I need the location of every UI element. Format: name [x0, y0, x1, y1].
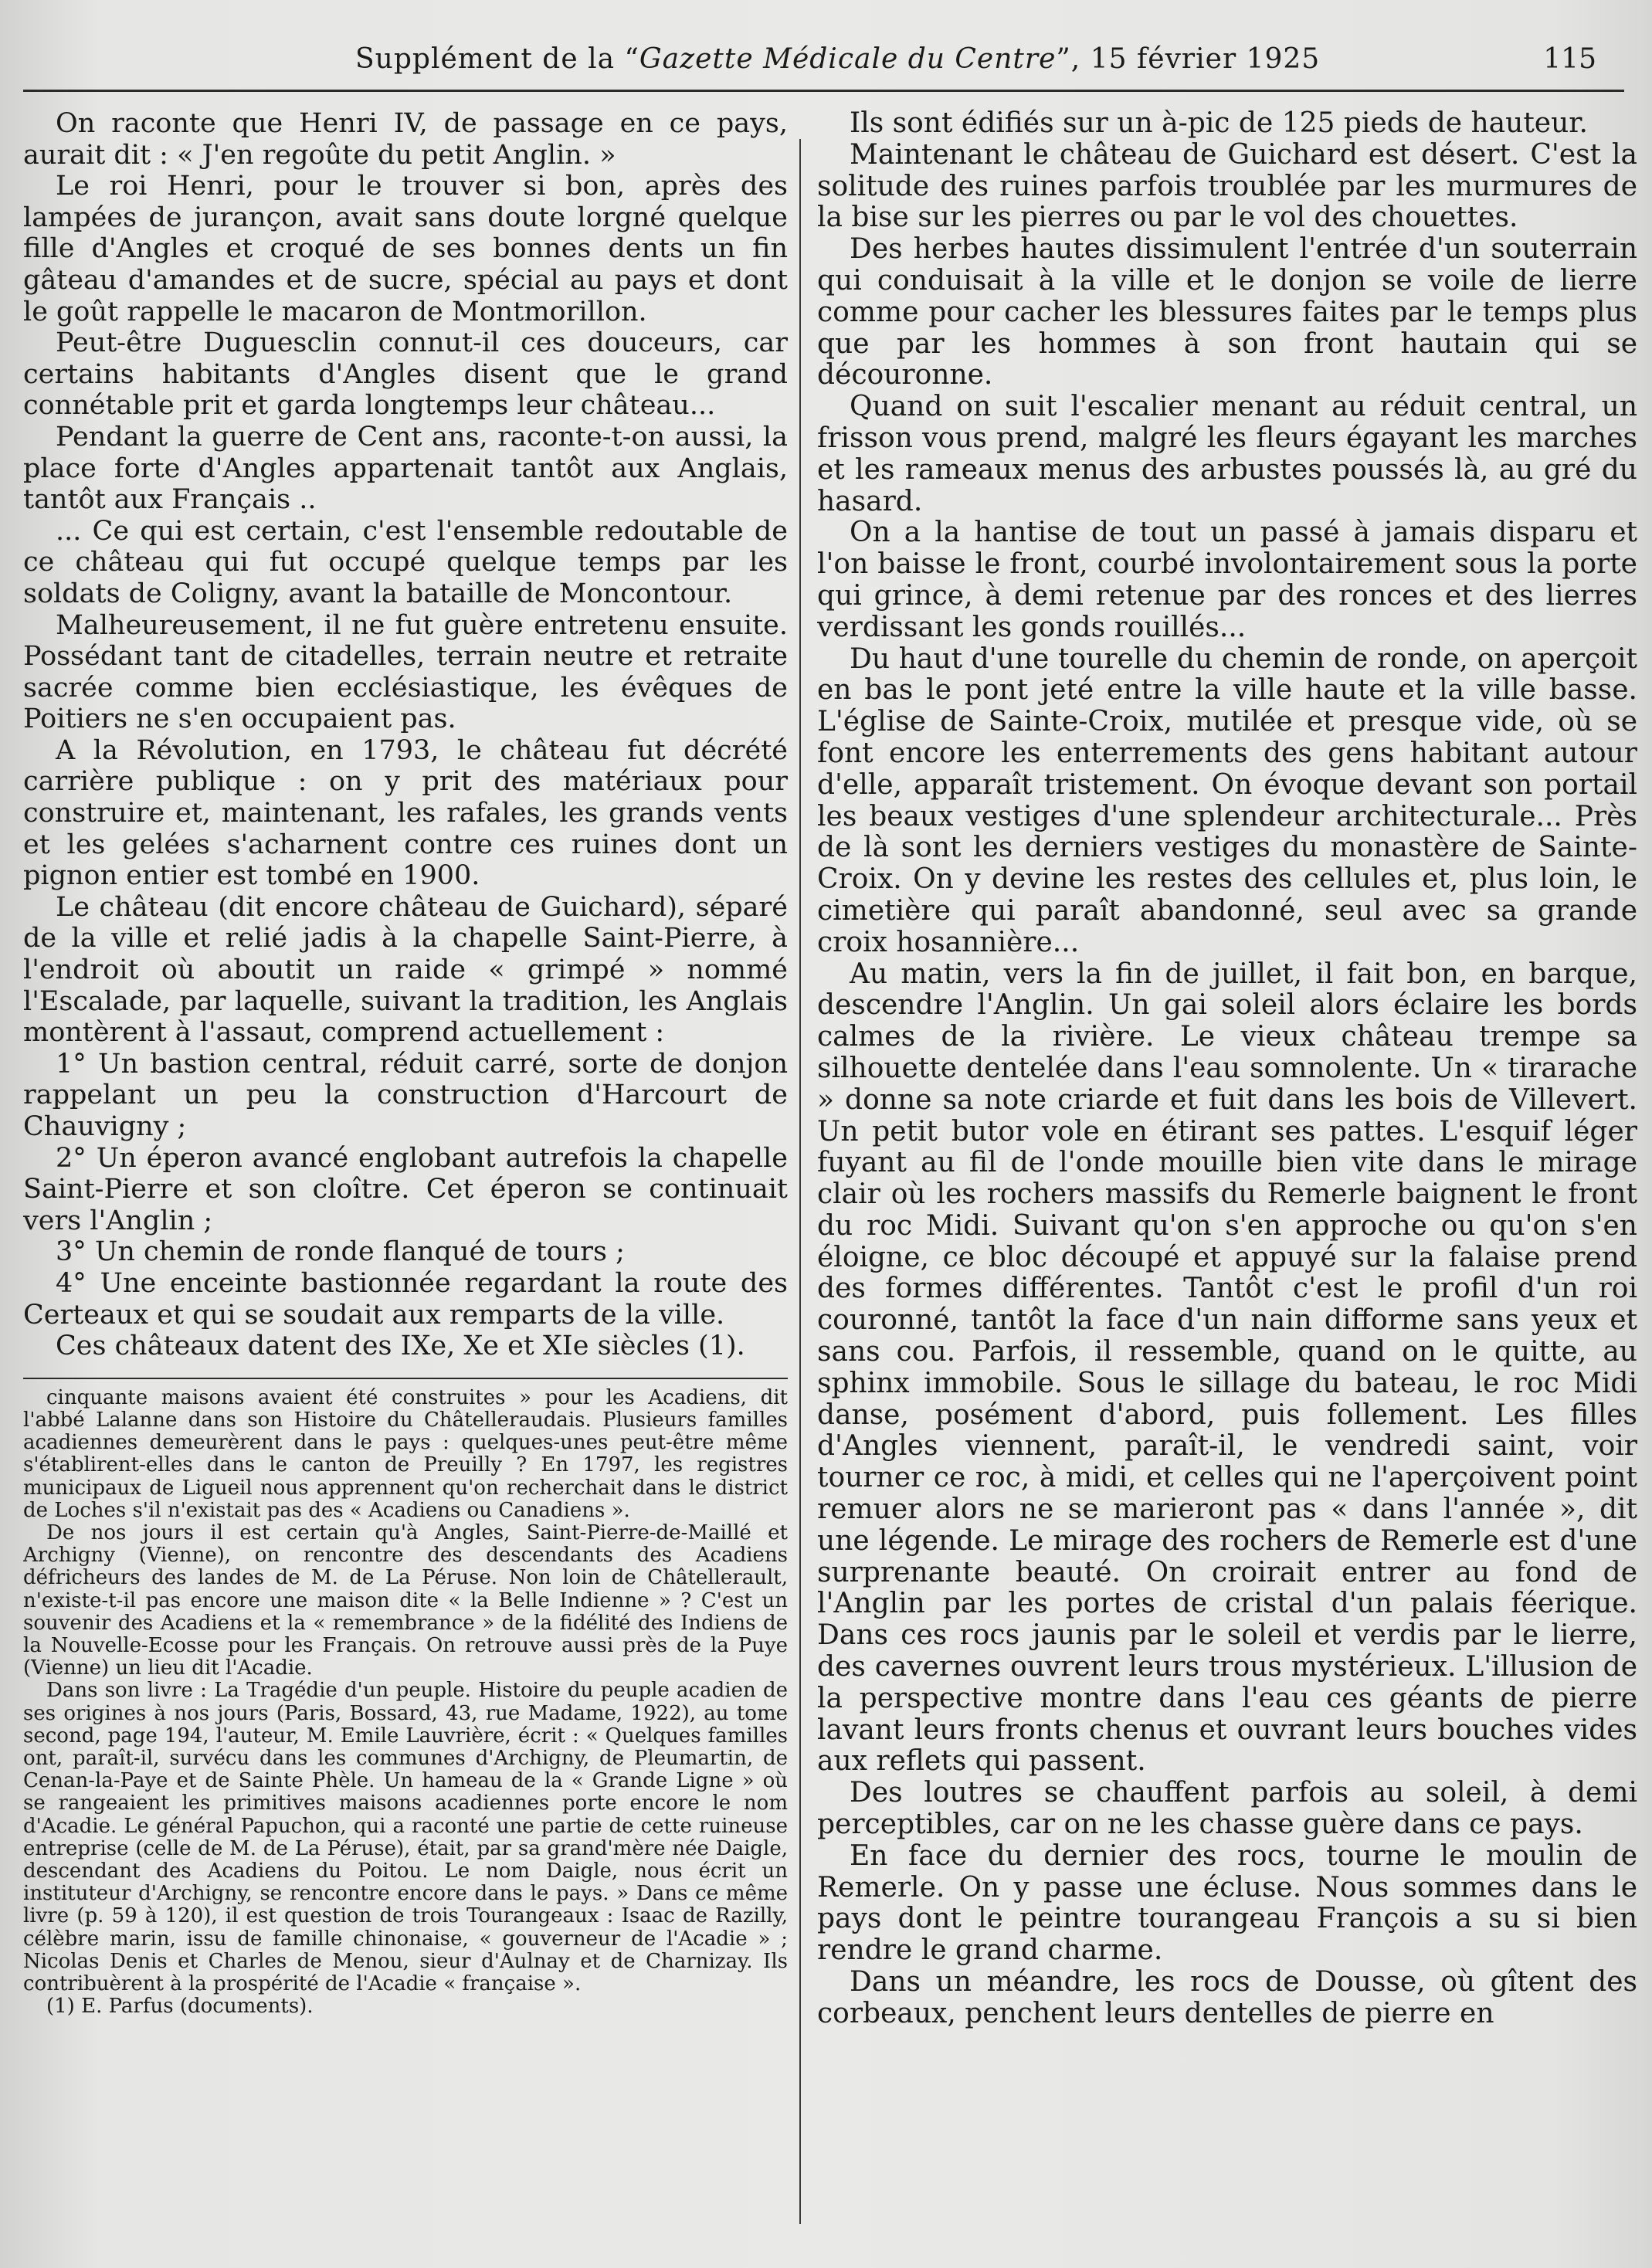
right-column [817, 108, 1637, 2255]
header-rule [23, 90, 1624, 92]
left-column [23, 108, 788, 2255]
title-date: ”, 15 février 1925 [1056, 43, 1321, 75]
paragraph: En face du dernier des rocs, tourne le moulin de Remerle. On y passe une écluse. Nous sommes dans le pays dont le peintre tourangeau François a su si bien rendre le grand charme. [817, 1839, 1637, 1967]
paragraph: Le château (dit encore château de Guichard), séparé de la ville et relié jadis à la chapelle Saint-Pierre, à l'endroit où aboutit un raide « grimpé » nommé l'Escalade, par laquelle, suivant la tradition, les Anglais montèrent à l'assaut, comprend actuellement : [23, 891, 788, 1049]
paragraph: On a la hantise de tout un passé à jamais disparu et l'on baisse le front, courbé involontairement sous la porte qui grince, à demi retenue par des ronces et des lierres verdissant les gonds rouillés... [817, 517, 1637, 643]
column-divider [799, 139, 801, 2224]
paragraph: Le roi Henri, pour le trouver si bon, après des lampées de jurançon, avait sans doute lorgné quelque fille d'Angles et croqué de ses bonnes dents un fin gâteau d'amandes et de sucre, spécial au pays et dont le goût rappelle le macaron de Montmorillon. [23, 171, 788, 327]
footnote: (1) E. Parfus (documents). [46, 1995, 314, 2019]
paragraph: 1° Un bastion central, réduit carré, sorte de donjon rappelant un peu la construction d'Harcourt de Chauvigny ; [23, 1048, 788, 1142]
paragraph: Ils sont édifiés sur un à-pic de 125 pieds de hauteur. [850, 108, 1588, 139]
paragraph: Maintenant le château de Guichard est désert. C'est la solitude des ruines parfois troublée par les murmures de la bise sur les pierres ou par le vol des chouettes. [817, 138, 1637, 234]
running-title [355, 43, 1320, 75]
footnote: Dans son livre : La Tragédie d'un peuple. Histoire du peuple acadien de ses origines à nos jours (Paris, Bossard, 43, rue Madame, 1922), au tome second, page 194, l'auteur, M. Emile Lauvrière, écrit : « Quelques familles ont, paraît-il, survécu dans les communes d'Archigny, de Pleumartin, de Cenan-la-Paye et de Sainte Phèle. Un hameau de la « Grande Ligne » où se rangeaient les primitives maisons acadiennes porte encore le nom d'Acadie. Le général Papuchon, qui a raconté une partie de cette ruineuse entreprise (celle de M. de La Péruse), était, par sa grand'mère née Daigle, descendant des Acadiens du Poitou. Le nom Daigle, nous écrit un instituteur d'Archigny, se rencontre encore dans le pays. » Dans ce même livre (p. 59 à 120), il est question de trois Tourangeaux : Isaac de Razilly, célèbre marin, issu de famille chinonaise, « gouverneur de l'Acadie » ; Nicolas Denis et Charles de Menou, sieur d'Aulnay et de Charnizay. Ils contribuèrent à la prospérité de l'Acadie « française ». [23, 1679, 788, 1996]
footnote: De nos jours il est certain qu'à Angles, Saint-Pierre-de-Maillé et Archigny (Vienne), on rencontre des descendants des Acadiens défricheurs des landes de M. de La Péruse. Non loin de Châtellerault, n'existe-t-il pas encore une maison dite « la Belle Indienne » ? C'est un souvenir des Acadiens et la « remembrance » de la fidélité des Indiens de la Nouvelle-Ecosse pour les Français. On retrouve aussi près de la Puye (Vienne) un lieu dit l'Acadie. [23, 1520, 788, 1680]
page-header [23, 40, 1624, 94]
paragraph: Au matin, vers la fin de juillet, il fait bon, en barque, descendre l'Anglin. Un gai soleil alors éclaire les bords calmes de la rivière. Le vieux château trempe sa silhouette dentelée dans l'eau somnolente. Un « tirarache » donne sa note criarde et fuit dans les bois de Villevert. Un petit butor vole en étirant ses pattes. L'esquif léger fuyant au fil de l'onde mouille bien vite dans le mirage clair où les rochers massifs du Remerle baignent le front du roc Midi. Suivant qu'on s'en approche ou qu'on s'en éloigne, ce bloc découpé et appuyé sur la falaise prend des formes différentes. Tantôt c'est le profil d'un roi couronné, tantôt la face d'un nain difforme sans yeux et sans cou. Parfois, il ressemble, quand on le quitte, au sphinx immobile. Sous le sillage du bateau, le roc Midi danse, posément d'abord, puis follement. Les filles d'Angles viennent, paraît-il, le vendredi saint, voir tourner ce roc, à midi, et celles qui ne l'aperçoivent point remuer alors ne se marieront pas « dans l'année », dit une légende. Le mirage des rochers de Remerle est d'une surprenante beauté. On croirait entrer au fond de l'Anglin par les portes de cristal d'un palais féerique. Dans ces rocs jaunis par le soleil et verdis par le lierre, des cavernes ouvrent leurs trous mystérieux. L'illusion de la perspective montre dans l'eau ces géants de pierre lavant leurs fronts chenus et ouvrant leurs bouches vides aux reflets qui passent. [817, 958, 1637, 1778]
paragraph: Des loutres se chauffent parfois au soleil, à demi perceptibles, car on ne les chasse guère dans ce pays. [817, 1777, 1637, 1841]
paragraph: Malheureusement, il ne fut guère entretenu ensuite. Possédant tant de citadelles, terrain neutre et retraite sacrée comme bien ecclésiastique, les évêques de Poitiers ne s'en occupaient pas. [23, 609, 788, 735]
paragraph: Ces châteaux datent des IXe, Xe et XIe siècles (1). [56, 1331, 745, 1362]
page-number: 115 [1543, 43, 1596, 75]
footnotes [23, 1378, 788, 2019]
paragraph: Quand on suit l'escalier menant au réduit central, un frisson vous prend, malgré les fleurs égayant les marches et les rameaux menus des arbustes poussés là, au gré du hasard. [817, 391, 1637, 517]
paragraph: ... Ce qui est certain, c'est l'ensemble redoutable de ce château qui fut occupé quelque temps par les soldats de Coligny, avant la bataille de Moncontour. [23, 515, 788, 609]
paragraph: 2° Un éperon avancé englobant autrefois la chapelle Saint-Pierre et son cloître. Cet éperon se continuait vers l'Anglin ; [23, 1142, 788, 1236]
paragraph: 3° Un chemin de ronde flanqué de tours ; [56, 1236, 625, 1268]
paragraph: Du haut d'une tourelle du chemin de ronde, on aperçoit en bas le pont jeté entre la ville haute et la ville basse. L'église de Sainte-Croix, mutilée et presque vide, où se font encore les enterrements des gens habitant autour d'elle, apparaît tristement. On évoque devant son portail les beaux vestiges d'une splendeur architecturale... Près de là sont les derniers vestiges du monastère de Sainte-Croix. On y devine les restes des cellules et, plus loin, le cimetière qui paraît abandonné, seul avec sa grande croix hosannière... [817, 642, 1637, 958]
paragraph: A la Révolution, en 1793, le château fut décrété carrière publique : on y prit des matériaux pour construire et, maintenant, les rafales, les grands vents et les gelées s'acharnent contre ces ruines dont un pignon entier est tombé en 1900. [23, 734, 788, 892]
paragraph: Des herbes hautes dissimulent l'entrée d'un souterrain qui conduisait à la ville et le donjon se voile de lierre comme pour cacher les blessures faites par le temps plus que par les hommes à son front hautain qui se découronne. [817, 233, 1637, 392]
paragraph: On raconte que Henri IV, de passage en ce pays, aurait dit : « J'en regoûte du petit Anglin. » [23, 108, 788, 171]
journal-name: Gazette Médicale du Centre [639, 43, 1057, 75]
paragraph: 4° Une enceinte bastionnée regardant la route des Certeaux et qui se soudait aux remparts de la ville. [23, 1267, 788, 1331]
footnote: cinquante maisons avaient été construites » pour les Acadiens, dit l'abbé Lalanne dans son Histoire du Châtelleraudais. Plusieurs familles acadiennes demeurèrent dans le pays : quelques-unes peut-être même s'établirent-elles dans le canton de Preuilly ? En 1797, les registres municipaux de Ligueil nous apprennent qu'on recherchait dans le district de Loches s'il n'existait pas des « Acadiens ou Canadiens ». [23, 1385, 788, 1522]
paragraph: Dans un méandre, les rocs de Dousse, où gîtent des corbeaux, penchent leurs dentelles de pierre en [817, 1966, 1637, 2029]
title-prefix: Supplément de la “ [355, 43, 639, 75]
paragraph: Pendant la guerre de Cent ans, raconte-t-on aussi, la place forte d'Angles appartenait tantôt aux Anglais, tantôt aux Français .. [23, 421, 788, 516]
paragraph: Peut-être Duguesclin connut-il ces douceurs, car certains habitants d'Angles disent que le grand connétable prit et garda longtemps leur château... [23, 327, 788, 422]
